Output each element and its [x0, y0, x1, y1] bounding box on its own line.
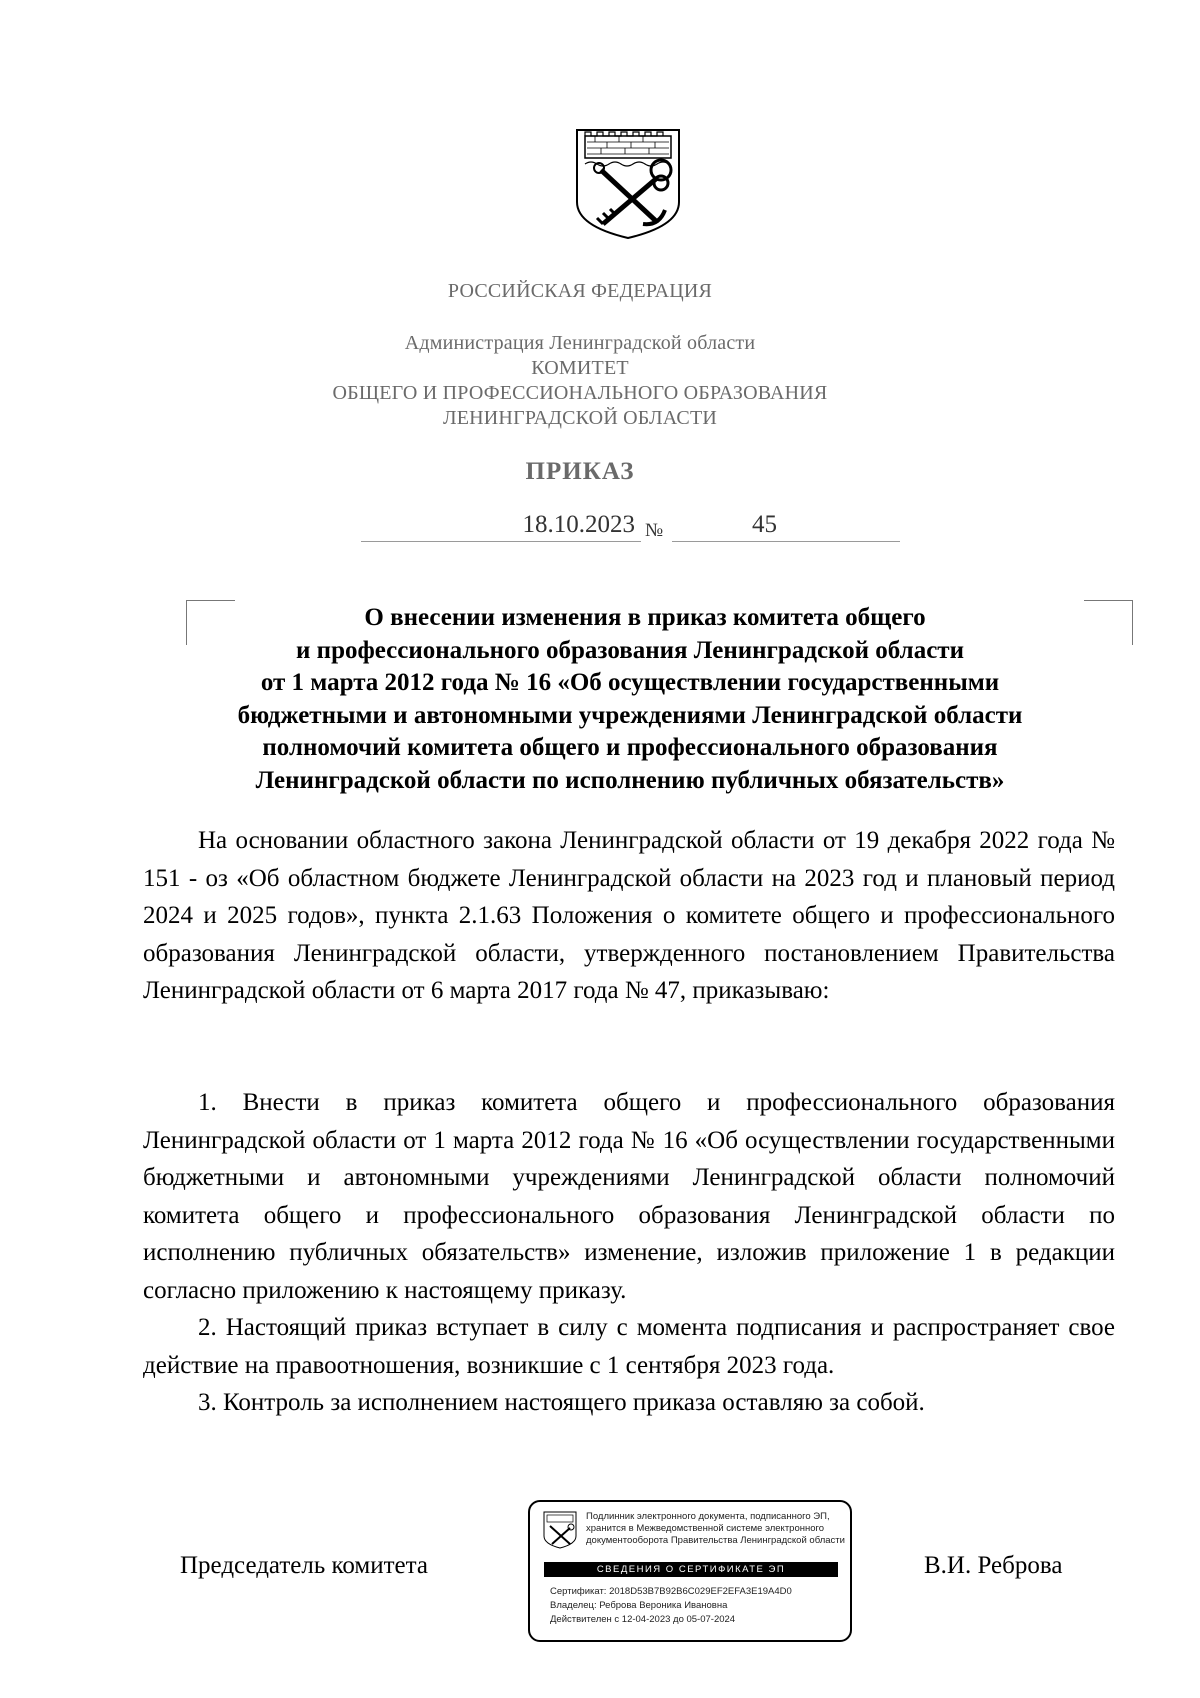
stamp-validity: Действителен с 12-04-2023 до 05-07-2024	[550, 1614, 736, 1625]
electronic-signature-stamp	[528, 1500, 852, 1642]
heading-line: полномочий комитета общего и профессионального образования	[262, 734, 998, 762]
document-date: 18.10.2023	[522, 511, 635, 538]
document-type: ПРИКАЗ	[525, 458, 635, 485]
preamble-paragraph	[143, 822, 1115, 1010]
heading-line: Ленинградской области по исполнению публичных обязательств»	[255, 766, 1005, 794]
coat-of-arms-icon	[573, 126, 683, 240]
date-field	[361, 507, 641, 542]
stamp-owner: Владелец: Реброва Вероника Ивановна	[550, 1600, 728, 1611]
committee-name-line2: ЛЕНИНГРАДСКОЙ ОБЛАСТИ	[442, 407, 718, 429]
order-item-1: 1. Внести в приказ комитета общего и профессионального образования Ленинградской области от 1 марта 2012 года № 16 «Об осуществлении государственными бюджетными и автономными учреждениями Ленинградской области полномочий комитета общего и профессионального образования Ленинградской области по исполнению публичных обязательств» изменение, изложив приложение 1 в редакции согласно приложению к настоящему приказу.	[143, 1089, 1115, 1304]
order-items	[143, 1084, 1115, 1422]
number-field	[672, 507, 900, 542]
heading-line: от 1 марта 2012 года № 16 «Об осуществлении государственными	[260, 669, 1000, 697]
stamp-note-line2: хранится в Межведомственной системе электронного	[586, 1523, 825, 1534]
document-number: 45	[752, 511, 777, 538]
stamp-note-line1: Подлинник электронного документа, подписанного ЭП,	[586, 1511, 830, 1522]
signatory-position: Председатель комитета	[180, 1552, 428, 1579]
heading-line: О внесении изменения в приказ комитета общего	[364, 604, 926, 631]
order-item-2: 2. Настоящий приказ вступает в силу с момента подписания и распространяет свое действие на правоотношения, возникшие с 1 сентября 2023 года.	[143, 1314, 1115, 1379]
number-sign: №	[645, 520, 664, 541]
committee-label: КОМИТЕТ	[531, 357, 629, 379]
stamp-certificate-id: Сертификат: 2018D53B7B92B6C029EF2EFA3E19A4D0	[550, 1586, 792, 1597]
heading-line: и профессионального образования Ленинградской области	[296, 636, 964, 664]
heading-line: бюджетными и автономными учреждениями Ленинградской области	[237, 701, 1023, 729]
administration-name: Администрация Ленинградской области	[404, 332, 756, 354]
stamp-certificate-header: СВЕДЕНИЯ О СЕРТИФИКАТЕ ЭП	[544, 1562, 838, 1577]
signatory-name: В.И. Реброва	[924, 1552, 1063, 1579]
order-item-3: 3. Контроль за исполнением настоящего приказа оставляю за собой.	[198, 1389, 925, 1416]
document-heading	[150, 602, 1110, 798]
coat-of-arms-emblem	[573, 126, 683, 240]
stamp-note-line3: документооборота Правительства Ленинградской области	[586, 1535, 845, 1546]
country-name: РОССИЙСКАЯ ФЕДЕРАЦИЯ	[447, 280, 713, 302]
preamble-text: На основании областного закона Ленинградской области от 19 декабря 2022 года № 151 - оз «Об областном бюджете Ленинградской области на 2023 год и плановый период 2024 и 2025 годов», пункта 2.1.63 Положения о комитете общего и профессионального образования Ленинградской области, утвержденного постановлением Правительства Ленинградской области от 6 марта 2017 года № 47, приказываю:	[143, 827, 1115, 1004]
committee-name-line1: ОБЩЕГО И ПРОФЕССИОНАЛЬНОГО ОБРАЗОВАНИЯ	[332, 382, 828, 404]
stamp-emblem-icon	[542, 1510, 578, 1550]
